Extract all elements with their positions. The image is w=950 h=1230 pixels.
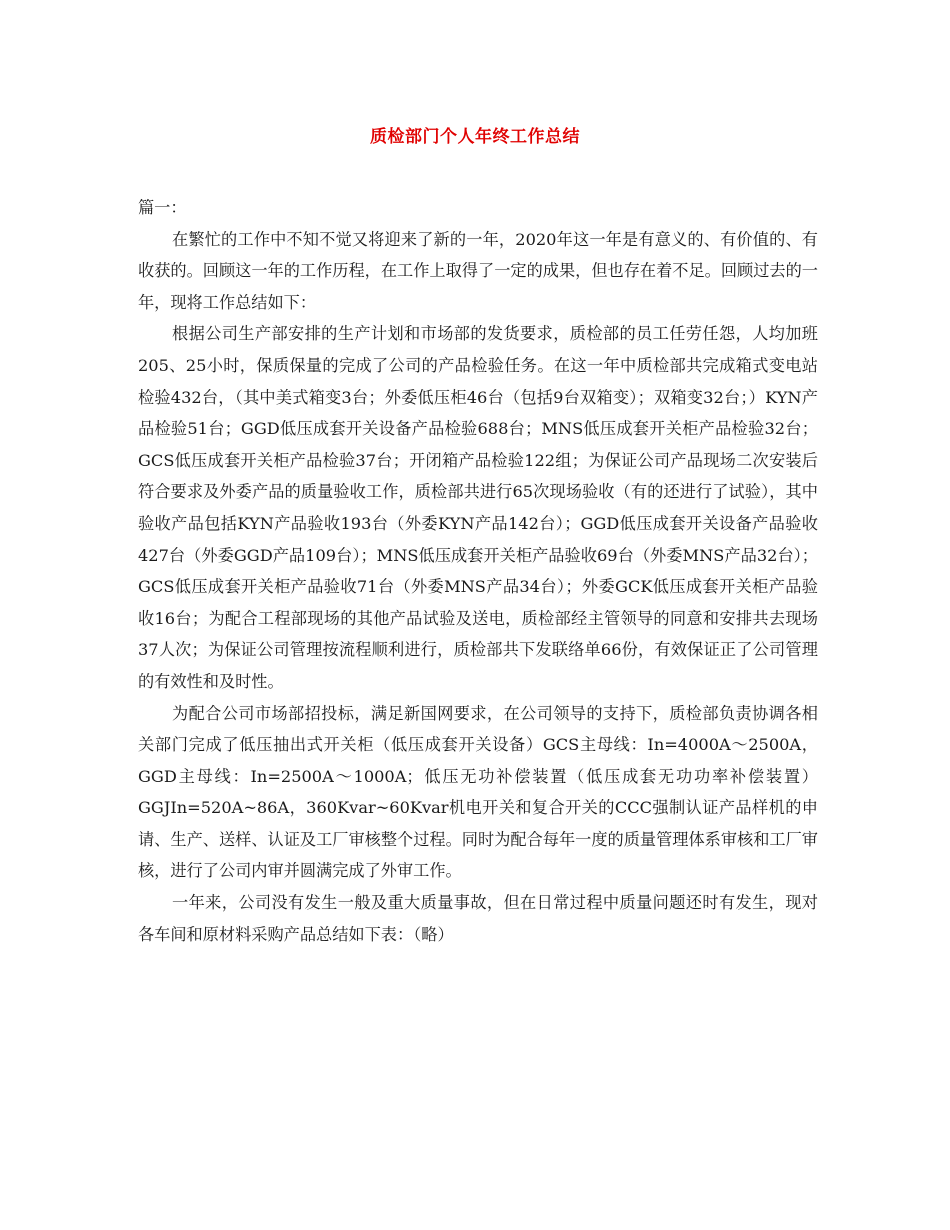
paragraph-certification: 为配合公司市场部招投标，满足新国网要求，在公司领导的支持下，质检部负责协调各相关部门完成了低压抽出式开关柜（低压成套开关设备）GCS主母线：In=4000A～2500A，GGD主母线：In=2500A～1000A；低压无功补偿装置（低压成套无功功率补偿装置）GGJIn=520A~86A，360Kvar~60Kvar机电开关和复合开关的CCC强制认证产品样机的申请、生产、送样、认证及工厂审核整个过程。同时为配合每年一度的质量管理体系审核和工厂审核，进行了公司内审并圆满完成了外审工作。 bbox=[138, 703, 818, 881]
paragraph-quality-summary: 一年来，公司没有发生一般及重大质量事故，但在日常过程中质量问题还时有发生，现对各车间和原材料采购产品总结如下表：（略） bbox=[138, 893, 818, 944]
paragraph-inspection-stats: 根据公司生产部安排的生产计划和市场部的发货要求，质检部的员工任劳任怨，人均加班205、25小时，保质保量的完成了公司的产品检验任务。在这一年中质检部共完成箱式变电站检验432台，（其中美式箱变3台；外委低压柜46台（包括9台双箱变）；双箱变32台；）KYN产品检验51台；GGD低压成套开关设备产品检验688台；MNS低压成套开关柜产品检验32台；GCS低压成套开关柜产品检验37台；开闭箱产品检验122组；为保证公司产品现场二次安装后符合要求及外委产品的质量验收工作，质检部共进行65次现场验收（有的还进行了试验），其中验收产品包括KYN产品验收193台（外委KYN产品142台）；GGD低压成套开关设备产品验收427台（外委GGD产品109台）；MNS低压成套开关柜产品验收69台（外委MNS产品32台）；GCS低压成套开关柜产品验收71台（外委MNS产品34台）；外委GCK低压成套开关柜产品验收16台；为配合工程部现场的其他产品试验及送电，质检部经主管领导的同意和安排共去现场37人次；为保证公司管理按流程顺利进行，质检部共下发联络单66份，有效保证正了公司管理的有效性和及时性。 bbox=[138, 324, 818, 691]
document-title: 质检部门个人年终工作总结 bbox=[370, 127, 580, 147]
paragraph-intro: 在繁忙的工作中不知不觉又将迎来了新的一年，2020年这一年是有意义的、有价值的、有收获的。回顾这一年的工作历程，在工作上取得了一定的成果，但也存在着不足。回顾过去的一年，现将工作总结如下： bbox=[138, 229, 818, 312]
document-body bbox=[138, 192, 818, 950]
section-heading: 篇一： bbox=[138, 198, 187, 217]
